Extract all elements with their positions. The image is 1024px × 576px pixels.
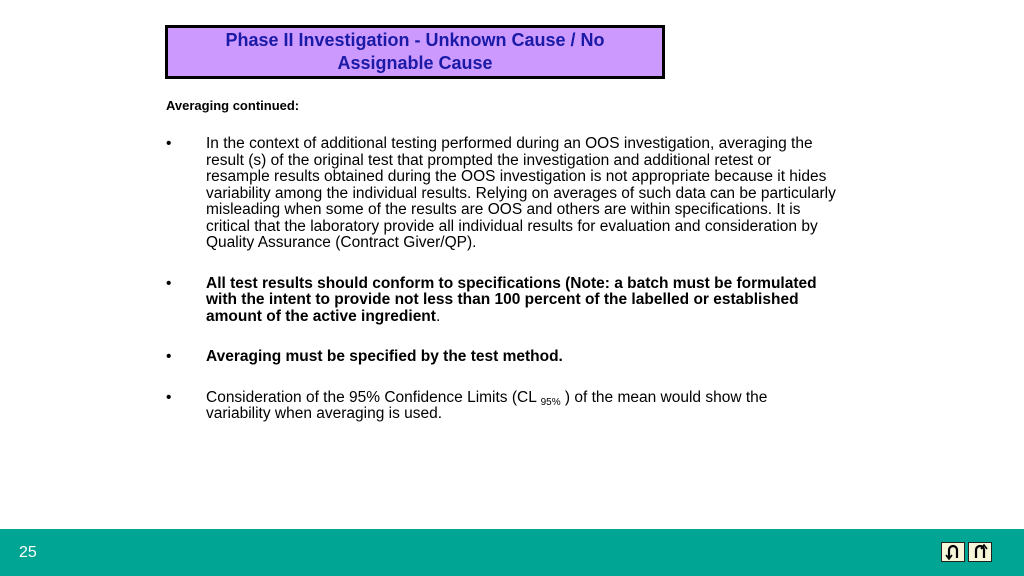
section-subheading: Averaging continued: — [166, 98, 300, 113]
bullet-item — [166, 136, 836, 252]
bullet-text-tail: . — [435, 307, 441, 325]
return-back-icon — [944, 544, 962, 560]
back-button[interactable] — [941, 542, 965, 562]
bullet-list — [166, 136, 836, 447]
bullet-item — [166, 390, 836, 423]
bullet-item — [166, 349, 836, 366]
bullet-text-bold: All test results should conform to specifications (Note: a batch must be formulated with the intent to provide not less than 100 percent of the labelled or established amount of the active ingredient — [206, 274, 817, 325]
slide-title-box — [165, 25, 665, 79]
bullet-text: Averaging must be specified by the test method. — [206, 348, 563, 365]
bullet-marker: • — [166, 135, 172, 152]
slide-title: Phase II Investigation - Unknown Cause / No Assignable Cause — [225, 30, 605, 73]
bullet-item — [166, 276, 836, 326]
bullet-text: In the context of additional testing performed during an OOS investigation, averaging the result (s) of the original test that prompted the investigation and additional retest or resample results obtained during the OOS investigation is not appropriate because it hides variability among the individual results. Relying on averages of such data can be particularly misleading when some of the results are OOS and others are within specifications. It is critical that the laboratory provide all individual results for evaluation and consideration by Quality Assurance (Contract Giver/QP). — [206, 135, 836, 251]
return-forward-icon — [971, 544, 989, 560]
bullet-marker: • — [166, 274, 172, 292]
bullet-marker: • — [166, 348, 172, 365]
page-number: 25 — [19, 544, 37, 561]
bullet-text — [206, 390, 836, 423]
bullet-text — [206, 276, 836, 326]
bullet-marker: • — [166, 388, 172, 406]
bullet-text-post: ) of the mean would show the variability when averaging is used. — [206, 388, 768, 422]
forward-button[interactable] — [968, 542, 992, 562]
footer-bar — [0, 529, 1024, 576]
bullet-text-pre: Consideration of the 95% Confidence Limits (CL — [206, 388, 541, 406]
confidence-subscript: 95% — [540, 396, 561, 408]
